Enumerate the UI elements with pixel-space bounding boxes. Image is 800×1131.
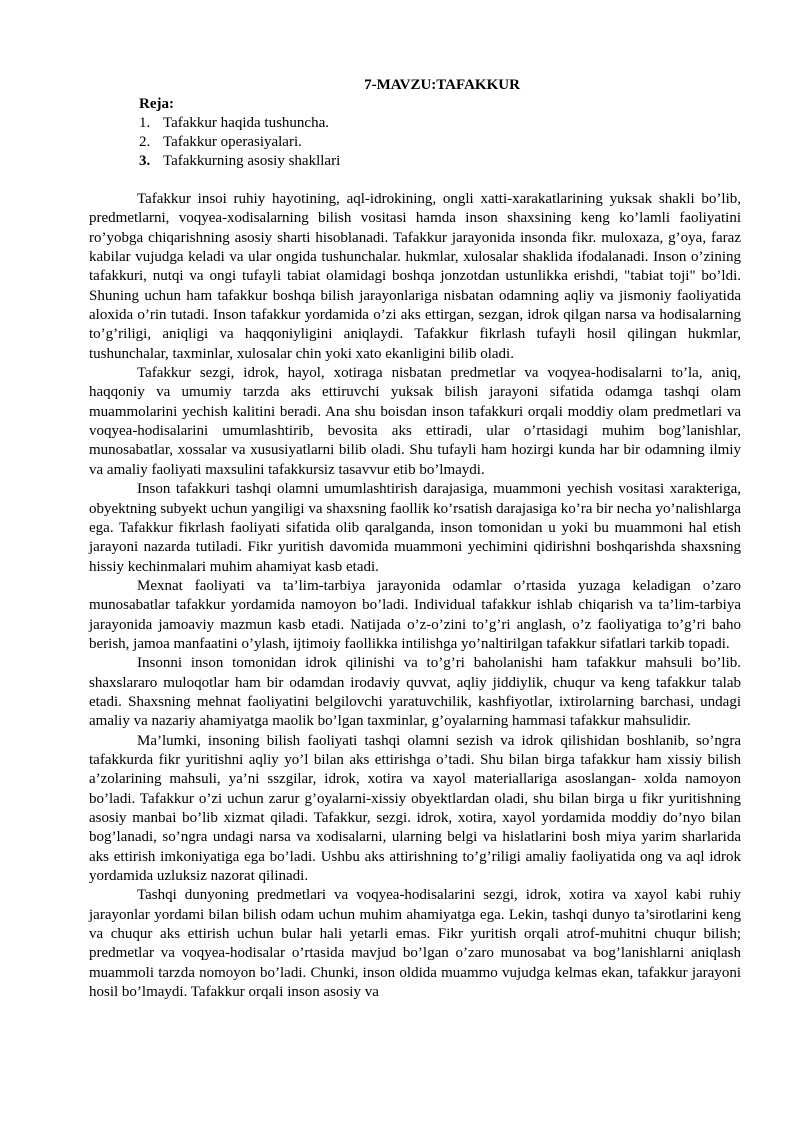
plan-item [139,152,741,171]
plan-item-text: Tafakkur haqida tushuncha. [163,115,329,131]
document-page [89,76,741,1002]
plan-section [139,95,741,171]
body-paragraph: Inson tafakkuri tashqi olamni umumlashtirish darajasiga, muammoni yechish vositasi xarakteriga, obyektning subyekt uchun yangiligi va shaxsning faollik ko’rsatish darajasiga ko’ra bir necha yo’nalishlarga ega. Tafakkur fikrlash faoliyati sifatida olib qaralganda, inson tomonidan u yoki bu muammoni hal etish jarayoni nazarda tutiladi. Fikr yuritish davomida muammoni yechimini qidirishni boshqarishda shaxsning hissiy kechinmalari muhim ahamiyat kasb etadi. [89,481,741,575]
body-paragraph: Tafakkur sezgi, idrok, hayol, xotiraga nisbatan predmetlar va voqyea-hodisalarni to’la, aniq, haqqoniy va umumiy tarzda aks ettiruvchi yuksak bilish jarayoni sifatida odamga tashqi olam muammolarini yechish kalitini beradi. Ana shu boisdan inson tafakkuri orqali moddiy olam predmetlari va voqyea-hodisalarini umumlashtirib, bevosita aks ettiradi, ular o’rtasidagi muhim bog’lanishlar, munosabatlar, xossalar va xususiyatlarni bilib oladi. Shu tufayli ham hozirgi kunda har bir odamning ilmiy va amaliy faoliyati maxsulini tafakkursiz tasavvur etib bo’lmaydi. [89,365,741,478]
plan-item-text: Tafakkur operasiyalari. [163,134,302,150]
body-paragraph: Tafakkur insoi ruhiy hayotining, aql-idrokining, ongli xatti-xarakatlarining yuksak shakli bo’lib, predmetlarni, voqyea-xodisalarning bilish vositasi hamda inson shaxsining keng ko’lamli faoliyatini ro’yobga chiqarishning asosiy sharti hisoblanadi. Tafakkur jarayonida insonda fikr. muloxaza, g’oya, faraz kabilar vujudga keladi va ular ongida tushunchalar. hukmlar, xulosalar shaklida ifodalanadi. Inson o’zining tafakkuri, nutqi va ongi tufayli tabiat olamidagi boshqa jonzotdan ustunlikka erishdi, "tabiat toji" bo’ldi. Shuning uchun ham tafakkur boshqa bilish jarayonlariga nisbatan odamning aqliy va jismoniy faoliyatida aloxida o’rin tutadi. Inson tafakkur yordamida o’zi aks ettirgan, sezgan, idrok qilgan narsa va hodisalarning to’g’riligi, aniqligi va haqqoniyligini aniqlaydi. Tafakkur fikrlash tufayli hosil qilingan hukmlar, tushunchalar, taxminlar, xulosalar chin yoki xato ekanligini bilib oladi. [89,191,741,362]
body-paragraph: Tashqi dunyoning predmetlari va voqyea-hodisalarini sezgi, idrok, xotira va xayol kabi ruhiy jarayonlar yordami bilan bilish odam uchun muhim ahamiyatga ega. Lekin, tashqi dunyo ta’sirotlarini keng va chuqur aks ettirish uchun bular hali yetarli emas. Fikr yuritish orqali atrof-muhitni chuqur bilish; predmetlar va voqyea-hodisalar o’rtasida mavjud bo’lgan o’zaro munosabat va bog’lanishlarni aniqlash muammoli tarzda nomoyon bo’ladi. Chunki, inson oldida muammo vujudga kelmas ekan, tafakkur jarayoni hosil bo’lmaydi. Tafakkur orqali inson asosiy va [89,887,741,1001]
document-title: 7-MAVZU:TAFAKKUR [364,77,520,93]
plan-heading: Reja: [139,96,174,112]
plan-item-text: Tafakkurning asosiy shakllari [163,153,341,169]
plan-item [139,114,741,133]
body-paragraph: Mexnat faoliyati va ta’lim-tarbiya jarayonida odamlar o’rtasida yuzaga keladigan o’zaro munosabatlar tafakkur yordamida namoyon bo’ladi. Individual tafakkur ishlab chiqarish va ta’lim-tarbiya jarayonida jamoaviy mazmun kasb etadi. Natijada o’z-o’zini to’g’ri anglash, o’z faoliyatiga to’g’ri baho berish, jamoa manfaatini o’ylash, ijtimoiy faollikka intilishga yo’naltirilgan tafakkur sifatlari tarkib topadi. [89,577,741,652]
body-paragraph: Ma’lumki, insoning bilish faoliyati tashqi olamni sezish va idrok qilishidan boshlanib, so’ngra tafakkurda fikr yuritishni aqliy yo’l bilan aks ettirishga o’tadi. Shu bilan birga tafakkur ham xissiy bilish a’zolarining mahsuli, ya’ni sszgilar, idrok, xotira va xayol materiallariga asoslangan- xolda namoyon bo’ladi. Tafakkur o’zi uchun zarur g’oyalarni-xissiy obyektlardan oladi, shu bilan birga u fikr yuritishning asosiy manbai bo’lib xizmat qiladi. Tafakkur, sezgi. idrok, xotira, xayol yordamida moddiy do’nyo bilan bog’lanadi, so’ngra undagi narsa va xodisalarni, ularning belgi va hislatlarini bosh miya yarim sharlarida aks ettirish imkoniyatiga ega bo’ladi. Ushbu aks attirishning to’g’riligi amaliy faoliyatida ong va aql idrok yordamida uzluksiz nazorat qilinadi. [89,732,741,885]
plan-item-number: 1. [139,115,151,131]
plan-item-number: 2. [139,134,151,150]
document-body [89,190,741,1002]
plan-item-number: 3. [139,153,151,169]
plan-list [139,114,741,171]
plan-item [139,133,741,152]
body-paragraph: Insonni inson tomonidan idrok qilinishi va to’g’ri baholanishi ham tafakkur mahsuli bo’lib. shaxslararo muloqotlar ham bir odamdan irodaviy quvvat, aqliy jiddiylik, chuqur va keng tafakkur talab etadi. Shaxsning mehnat faoliyatini belgilovchi yaratuvchilik, kashfiyotlar, ixtirolarning barchasi, undagi amaliy va nazariy ahamiyatga maolik bo’lgan taxminlar, g’oyalarning hammasi tafakkur mahsulidir. [89,655,741,730]
